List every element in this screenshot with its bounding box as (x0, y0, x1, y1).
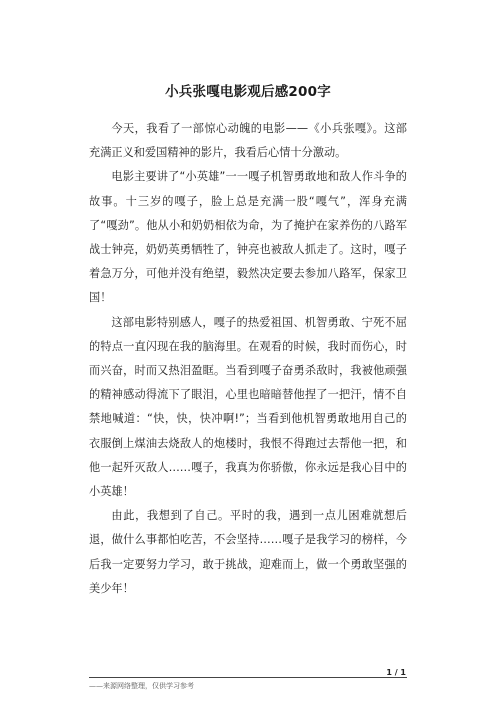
page-number: 1 / 1 (386, 668, 406, 677)
paragraph-1: 今天，我看了一部惊心动魄的电影——《小兵张嘎》。这部充满正义和爱国精神的影片，我看后心情十分激动。 (89, 122, 407, 160)
paragraph-2: 电影主要讲了“小英雄”一一嘎子机智勇敢地和敌人作斗争的故事。十三岁的嘎子，脸上总是充满一股“嘎气”，浑身充满了“嘎劲”。他从小和奶奶相依为命，为了掩护在家养伤的八路军战士钟亮，奶奶英勇牺牲了，钟亮也被敌人抓走了。这时，嘎子着急万分，可他并没有绝望，毅然决定要去参加八路军，保家卫国！ (89, 170, 407, 305)
paragraph-3: 这部电影特别感人，嘎子的热爱祖国、机智勇敢、宁死不屈的特点一直闪现在我的脑海里。在观看的时候，我时而伤心，时而兴奋，时而又热泪盈眶。当看到嘎子奋勇杀敌时，我被他顽强的精神感动得流下了眼泪，心里也暗暗替他捏了一把汗，情不自禁地喊道：“快，快，快冲啊!”；当看到他机智勇敢地用自己的衣服倒上煤油去烧敌人的炮楼时，我恨不得跑过去帮他一把，和他一起歼灭敌人……嘎子，我真为你骄傲，你永远是我心目中的小英雄！ (89, 315, 407, 499)
document-title: 小兵张嘎电影观后感200字 (165, 84, 331, 100)
footer-source-note: ——来源网络整理，仅供学习参考 (89, 682, 194, 690)
paragraph-4: 由此，我想到了自己。平时的我，遇到一点儿困难就想后退，做什么事都怕吃苦，不会坚持……嘎子是我学习的榜样，今后我一定要努力学习，敢于挑战，迎难而上，做一个勇敢坚强的美少年！ (89, 509, 407, 595)
document-body (89, 117, 407, 601)
footer-divider (89, 677, 407, 678)
